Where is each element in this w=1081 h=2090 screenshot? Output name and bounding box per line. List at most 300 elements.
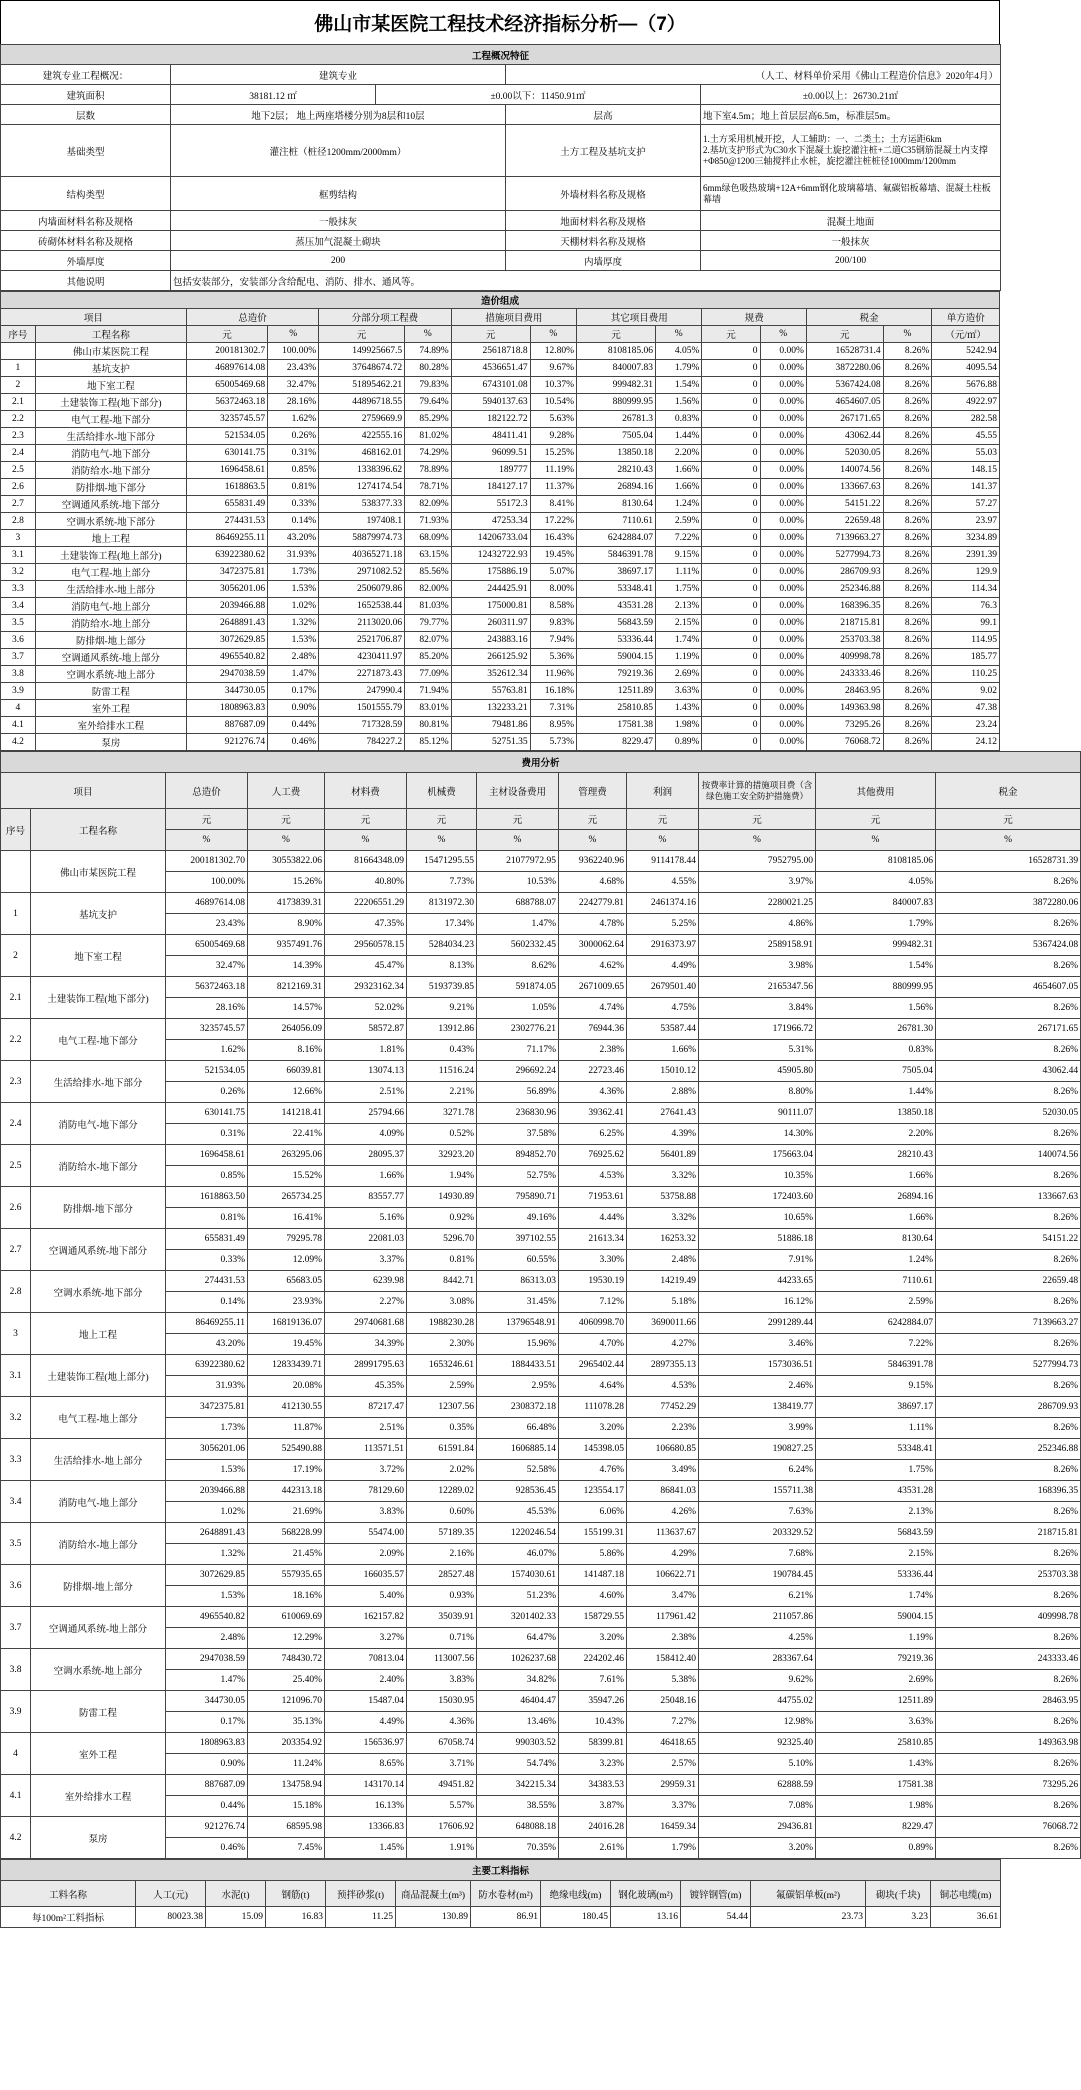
- cell-value: 1.53%: [268, 632, 319, 649]
- cell-value: 521534.05: [186, 428, 267, 445]
- cell-value: 263295.06: [248, 1145, 325, 1166]
- unit-header: %: [405, 326, 451, 343]
- cell-value: 7139663.27: [806, 530, 883, 547]
- unit-header: %: [559, 830, 627, 851]
- col-header: 项目: [1, 309, 187, 326]
- cell-value: 0: [702, 377, 760, 394]
- cell-percent: 1.53%: [166, 1586, 248, 1607]
- cell-value: 65683.05: [248, 1271, 325, 1292]
- col-header: 工料名称: [1, 1881, 136, 1907]
- row-name: 消防电气-地下部分: [31, 1103, 166, 1145]
- cell-percent: 8.26%: [936, 1418, 1081, 1439]
- cell-value: 85.20%: [405, 649, 451, 666]
- cell-percent: 5.38%: [627, 1670, 699, 1691]
- col-header: 规费: [702, 309, 807, 326]
- cell-percent: 3.84%: [699, 998, 816, 1019]
- table-row: [1, 496, 1000, 513]
- cell-value: 267171.65: [936, 1019, 1081, 1040]
- cell-value: 0.00%: [760, 734, 806, 751]
- cell-value: 2.69%: [656, 666, 702, 683]
- cell-value: 76925.62: [559, 1145, 627, 1166]
- cell-value: 78129.60: [325, 1481, 407, 1502]
- cell-value: 32.47%: [268, 377, 319, 394]
- cell-value: 12833439.71: [248, 1355, 325, 1376]
- cell-percent: 0.60%: [407, 1502, 477, 1523]
- unit-header: 元: [577, 326, 656, 343]
- cell-value: 0.00%: [760, 394, 806, 411]
- cell-value: 11.37%: [530, 479, 576, 496]
- cell-value: 40365271.18: [319, 547, 405, 564]
- cell-percent: 14.39%: [248, 956, 325, 977]
- ceiling-label: 天棚材料名称及规格: [506, 231, 701, 251]
- cell-percent: 8.26%: [936, 1838, 1081, 1859]
- table-row: [1, 1187, 1081, 1208]
- cell-percent: 4.53%: [627, 1376, 699, 1397]
- table-row: [1, 360, 1000, 377]
- extwall-label: 外墙厚度: [1, 251, 171, 271]
- cell-value: 63922380.62: [186, 547, 267, 564]
- row-number: 2.4: [1, 445, 36, 462]
- cell-value: 74.29%: [405, 445, 451, 462]
- cell-value: 8.26%: [883, 513, 932, 530]
- row-number: 4.2: [1, 1817, 31, 1859]
- cell-value: 224202.46: [559, 1649, 627, 1670]
- cell-percent: 51.23%: [477, 1586, 559, 1607]
- col-header: 项目: [1, 773, 166, 809]
- cell-percent: 2.51%: [325, 1418, 407, 1439]
- cell-value: 78.71%: [405, 479, 451, 496]
- cell-value: 0: [702, 428, 760, 445]
- cell-value: 73295.26: [806, 717, 883, 734]
- table-row: [1, 666, 1000, 683]
- cell-percent: 2.48%: [627, 1250, 699, 1271]
- cell-value: 10.37%: [530, 377, 576, 394]
- cell-value: 29323162.34: [325, 977, 407, 998]
- cell-value: 23.43%: [268, 360, 319, 377]
- cell-value: 156536.97: [325, 1733, 407, 1754]
- cell-value: 267171.65: [806, 411, 883, 428]
- cell-percent: 3.97%: [699, 872, 816, 893]
- cell-value: 928536.45: [477, 1481, 559, 1502]
- cell-value: 1.53%: [268, 581, 319, 598]
- cell-value: 25618718.8: [451, 343, 530, 360]
- cell-value: 55763.81: [451, 683, 530, 700]
- cell-percent: 34.39%: [325, 1334, 407, 1355]
- col-header: 材料费: [325, 773, 407, 809]
- cell-value: 0.83%: [656, 411, 702, 428]
- cell-value: 0.00%: [760, 666, 806, 683]
- cell-value: 79295.78: [248, 1229, 325, 1250]
- cell-value: 286709.93: [806, 564, 883, 581]
- table-row: [1, 547, 1000, 564]
- cell-percent: 1.53%: [166, 1460, 248, 1481]
- col-header: 税金: [936, 773, 1081, 809]
- cell-percent: 0.71%: [407, 1628, 477, 1649]
- cell-value: 17581.38: [577, 717, 656, 734]
- cell-value: 106680.85: [627, 1439, 699, 1460]
- cell-value: 2280021.25: [699, 893, 816, 914]
- cell-value: 99.1: [932, 615, 1000, 632]
- cell-percent: 4.49%: [627, 956, 699, 977]
- cell-percent: 52.02%: [325, 998, 407, 1019]
- cell-value: 0.00%: [760, 598, 806, 615]
- cell-value: 51886.18: [699, 1229, 816, 1250]
- cell-value: 1.02%: [268, 598, 319, 615]
- cell-value: 0: [702, 717, 760, 734]
- cell-value: 0.14%: [268, 513, 319, 530]
- cell-percent: 21.69%: [248, 1502, 325, 1523]
- cell-percent: 7.12%: [559, 1292, 627, 1313]
- cell-value: 24016.28: [559, 1817, 627, 1838]
- table-row: [1, 411, 1000, 428]
- cell-value: 2.59%: [656, 513, 702, 530]
- col-header: 总造价: [186, 309, 318, 326]
- cell-percent: 4.09%: [325, 1124, 407, 1145]
- cell-value: 2.48%: [268, 649, 319, 666]
- cell-value: 23.97: [932, 513, 1000, 530]
- cell-value: 3872280.06: [806, 360, 883, 377]
- row-name: 消防电气-地上部分: [35, 598, 186, 615]
- row-name: 消防给水-地上部分: [31, 1523, 166, 1565]
- col-header: 按费率计算的措施项目费（含绿色施工安全防护措施费）: [699, 773, 816, 809]
- cell-value: 28.16%: [268, 394, 319, 411]
- cell-percent: 3.23%: [559, 1754, 627, 1775]
- cell-percent: 1.19%: [816, 1628, 936, 1649]
- cell-percent: 1.62%: [166, 1040, 248, 1061]
- cell-value: 0: [702, 615, 760, 632]
- cell-value: 22206551.29: [325, 893, 407, 914]
- cell-value: 17581.38: [816, 1775, 936, 1796]
- cell-percent: 6.06%: [559, 1502, 627, 1523]
- cell-percent: 3.99%: [699, 1418, 816, 1439]
- cell-value: 14219.49: [627, 1271, 699, 1292]
- table-row: [1, 564, 1000, 581]
- cell-percent: 8.26%: [936, 1166, 1081, 1187]
- cell-value: 5676.88: [932, 377, 1000, 394]
- row-number: 3: [1, 1313, 31, 1355]
- table-row: [1, 700, 1000, 717]
- cell-value: 22659.48: [806, 513, 883, 530]
- cell-value: 190827.25: [699, 1439, 816, 1460]
- cell-value: 3234.89: [932, 530, 1000, 547]
- cell-value: 274431.53: [186, 513, 267, 530]
- cell-value: 4965540.82: [166, 1607, 248, 1628]
- cell-value: 1.11%: [656, 564, 702, 581]
- cell-value: 19.45%: [530, 547, 576, 564]
- cell-percent: 3.83%: [325, 1502, 407, 1523]
- cell-value: 56843.59: [816, 1523, 936, 1544]
- cell-value: 184127.17: [451, 479, 530, 496]
- cell-value: 7952795.00: [699, 851, 816, 872]
- overview-table: [0, 44, 1001, 291]
- row-name: 电气工程-地上部分: [35, 564, 186, 581]
- row-number: 3.9: [1, 1691, 31, 1733]
- cell-percent: 10.65%: [699, 1208, 816, 1229]
- cell-value: 31.93%: [268, 547, 319, 564]
- cell-value: 0: [702, 649, 760, 666]
- cell-percent: 2.95%: [477, 1376, 559, 1397]
- cell-value: 7505.04: [577, 428, 656, 445]
- row-name: 电气工程-地下部分: [35, 411, 186, 428]
- cell-percent: 8.26%: [936, 872, 1081, 893]
- cell-value: 5296.70: [407, 1229, 477, 1250]
- cell-value: 28095.37: [325, 1145, 407, 1166]
- cell-value: 14930.89: [407, 1187, 477, 1208]
- unit-header: 元: [248, 809, 325, 830]
- cell-value: 8.26%: [883, 530, 932, 547]
- cell-value: 57.27: [932, 496, 1000, 513]
- cell-value: 0.00%: [760, 343, 806, 360]
- unit-header: %: [477, 830, 559, 851]
- cell-value: 3690011.66: [627, 1313, 699, 1334]
- cell-value: 2648891.43: [166, 1523, 248, 1544]
- cell-value: 8.41%: [530, 496, 576, 513]
- cell-value: 0: [702, 598, 760, 615]
- cell-value: 2916373.97: [627, 935, 699, 956]
- cell-percent: 2.48%: [166, 1628, 248, 1649]
- row-name: 生活给排水-地下部分: [35, 428, 186, 445]
- table-row: [1, 581, 1000, 598]
- cell-value: 14206733.04: [451, 530, 530, 547]
- cell-value: 8.26%: [883, 615, 932, 632]
- cell-value: 3235745.57: [186, 411, 267, 428]
- cell-value: 11516.24: [407, 1061, 477, 1082]
- cell-value: 43531.28: [577, 598, 656, 615]
- cell-value: 2648891.43: [186, 615, 267, 632]
- cell-value: 5277994.73: [806, 547, 883, 564]
- cell-value: 3235745.57: [166, 1019, 248, 1040]
- cell-value: 62888.59: [699, 1775, 816, 1796]
- row-name: 佛山市某医院工程: [35, 343, 186, 360]
- cell-value: 4230411.97: [319, 649, 405, 666]
- cell-value: 4922.97: [932, 394, 1000, 411]
- row-name: 空调水系统-地上部分: [31, 1649, 166, 1691]
- cell-value: 56843.59: [577, 615, 656, 632]
- cell-value: 887687.09: [186, 717, 267, 734]
- cell-value: 344730.05: [186, 683, 267, 700]
- col-header: 商品混凝土(m³): [396, 1881, 471, 1907]
- cell-value: 35039.91: [407, 1607, 477, 1628]
- cell-value: 86841.03: [627, 1481, 699, 1502]
- table-row: [1, 1523, 1081, 1544]
- cell-value: 29436.81: [699, 1817, 816, 1838]
- cell-value: 96099.51: [451, 445, 530, 462]
- row-name: 电气工程-地上部分: [31, 1397, 166, 1439]
- cell-value: 63922380.62: [166, 1355, 248, 1376]
- price-basis: （人工、材料单价采用《佛山工程造价信息》2020年4月）: [506, 65, 1001, 85]
- cell-percent: 4.39%: [627, 1124, 699, 1145]
- cell-value: 175663.04: [699, 1145, 816, 1166]
- row-number: 2.5: [1, 1145, 31, 1187]
- specialty-value: 建筑专业: [171, 65, 506, 85]
- col-header: 铜芯电缆(m): [931, 1881, 1001, 1907]
- cell-value: 52030.05: [936, 1103, 1081, 1124]
- cell-value: 52751.35: [451, 734, 530, 751]
- cell-value: 32923.20: [407, 1145, 477, 1166]
- cell-value: 49451.82: [407, 1775, 477, 1796]
- cell-value: 8.26%: [883, 717, 932, 734]
- unit-header: 元: [166, 809, 248, 830]
- cell-value: 12511.89: [816, 1691, 936, 1712]
- cell-value: 253703.38: [806, 632, 883, 649]
- row-number: 4: [1, 700, 36, 717]
- cell-value: 70813.04: [325, 1649, 407, 1670]
- cell-percent: 28.16%: [166, 998, 248, 1019]
- cell-value: 79219.36: [577, 666, 656, 683]
- cell-percent: 1.79%: [627, 1838, 699, 1859]
- cell-value: 158729.55: [559, 1607, 627, 1628]
- cell-value: 45905.80: [699, 1061, 816, 1082]
- row-name: 基坑支护: [31, 893, 166, 935]
- cell-value: 53587.44: [627, 1019, 699, 1040]
- cell-value: 13850.18: [577, 445, 656, 462]
- cell-value: 2308372.18: [477, 1397, 559, 1418]
- cell-percent: 15.96%: [477, 1334, 559, 1355]
- cell-value: 1618863.50: [166, 1187, 248, 1208]
- cell-percent: 1.54%: [816, 956, 936, 977]
- cell-value: 15.25%: [530, 445, 576, 462]
- cell-percent: 0.46%: [166, 1838, 248, 1859]
- cell-percent: 6.25%: [559, 1124, 627, 1145]
- cell-percent: 1.47%: [477, 914, 559, 935]
- row-name: 防排烟-地上部分: [31, 1565, 166, 1607]
- cell-value: 7.22%: [656, 530, 702, 547]
- row-name: 防排烟-地下部分: [35, 479, 186, 496]
- cell-value: 8.00%: [530, 581, 576, 598]
- cell-percent: 18.16%: [248, 1586, 325, 1607]
- cell-percent: 1.11%: [816, 1418, 936, 1439]
- cell-value: 1574030.61: [477, 1565, 559, 1586]
- row-name: 佛山市某医院工程: [31, 851, 166, 893]
- row-number: 3.6: [1, 632, 36, 649]
- row-number: 2.4: [1, 1103, 31, 1145]
- cell-value: 81.03%: [405, 598, 451, 615]
- cell-value: 7110.61: [577, 513, 656, 530]
- cell-value: 47253.34: [451, 513, 530, 530]
- row-number: [1, 851, 31, 893]
- area-above: ±0.00以上：26730.21㎡: [701, 85, 1001, 105]
- cell-value: 887687.09: [166, 1775, 248, 1796]
- cell-percent: 1.66%: [325, 1166, 407, 1187]
- cell-value: 43062.44: [936, 1061, 1081, 1082]
- floor-label: 地面材料名称及规格: [506, 211, 701, 231]
- cell-value: 4173839.31: [248, 893, 325, 914]
- cell-percent: 8.26%: [936, 1334, 1081, 1355]
- row-number: 3.7: [1, 1607, 31, 1649]
- cell-percent: 8.26%: [936, 998, 1081, 1019]
- cell-value: 5367424.08: [806, 377, 883, 394]
- cell-value: 538377.33: [319, 496, 405, 513]
- cell-percent: 3.47%: [627, 1586, 699, 1607]
- cell-value: 0: [702, 700, 760, 717]
- row-name: 防排烟-地上部分: [35, 632, 186, 649]
- cell-value: 8.26%: [883, 377, 932, 394]
- row-name: 空调水系统-地上部分: [35, 666, 186, 683]
- cell-percent: 2.40%: [325, 1670, 407, 1691]
- cell-value: 591874.05: [477, 977, 559, 998]
- row-number: 3.8: [1, 1649, 31, 1691]
- cell-value: 130.89: [396, 1907, 471, 1928]
- cell-percent: 3.46%: [699, 1334, 816, 1355]
- cell-percent: 5.31%: [699, 1040, 816, 1061]
- cell-value: 630141.75: [166, 1103, 248, 1124]
- cost-table: [0, 291, 1000, 751]
- cell-value: 2.20%: [656, 445, 702, 462]
- cell-value: 2039466.88: [166, 1481, 248, 1502]
- cell-percent: 0.43%: [407, 1040, 477, 1061]
- cell-value: 8.26%: [883, 360, 932, 377]
- row-number: 1: [1, 360, 36, 377]
- col-header: 单方造价: [932, 309, 1000, 326]
- cell-value: 28463.95: [936, 1691, 1081, 1712]
- cell-value: 5846391.78: [577, 547, 656, 564]
- cell-percent: 19.45%: [248, 1334, 325, 1355]
- row-number: 3.1: [1, 1355, 31, 1397]
- unit-header: 元: [699, 809, 816, 830]
- cell-percent: 6.21%: [699, 1586, 816, 1607]
- cell-value: 29959.31: [627, 1775, 699, 1796]
- cell-value: 111078.28: [559, 1397, 627, 1418]
- cell-value: 15.09: [206, 1907, 266, 1928]
- table-row: [1, 1691, 1081, 1712]
- cell-value: 0: [702, 343, 760, 360]
- cell-value: 44755.02: [699, 1691, 816, 1712]
- cell-value: 4095.54: [932, 360, 1000, 377]
- cell-value: 110.25: [932, 666, 1000, 683]
- cell-value: 65005469.68: [166, 935, 248, 956]
- cell-value: 80.81%: [405, 717, 451, 734]
- row-number: 2: [1, 935, 31, 977]
- cell-percent: 8.26%: [936, 1670, 1081, 1691]
- cell-value: 34383.53: [559, 1775, 627, 1796]
- unit-header: 元: [816, 809, 936, 830]
- cell-value: 22081.03: [325, 1229, 407, 1250]
- cell-value: 0.89%: [656, 734, 702, 751]
- cell-value: 3472375.81: [166, 1397, 248, 1418]
- cell-value: 155711.38: [699, 1481, 816, 1502]
- cell-value: 53348.41: [816, 1439, 936, 1460]
- cell-value: 56372463.18: [166, 977, 248, 998]
- cell-value: 28527.48: [407, 1565, 477, 1586]
- cell-percent: 32.47%: [166, 956, 248, 977]
- cell-value: 26894.16: [816, 1187, 936, 1208]
- cell-percent: 7.63%: [699, 1502, 816, 1523]
- cell-value: 0: [702, 547, 760, 564]
- cell-value: 1.75%: [656, 581, 702, 598]
- table-row: [1, 893, 1081, 914]
- cell-percent: 1.32%: [166, 1544, 248, 1565]
- cell-percent: 49.16%: [477, 1208, 559, 1229]
- cell-percent: 2.88%: [627, 1082, 699, 1103]
- cell-percent: 2.59%: [407, 1376, 477, 1397]
- cell-percent: 1.73%: [166, 1418, 248, 1439]
- cell-value: 568228.99: [248, 1523, 325, 1544]
- cell-value: 117961.42: [627, 1607, 699, 1628]
- row-name: 土建装饰工程(地下部分): [35, 394, 186, 411]
- cell-percent: 3.27%: [325, 1628, 407, 1649]
- col-header: 工程名称: [31, 809, 166, 851]
- cell-value: 3056201.06: [166, 1439, 248, 1460]
- cell-value: 28463.95: [806, 683, 883, 700]
- cell-value: 141.37: [932, 479, 1000, 496]
- cell-percent: 4.78%: [559, 914, 627, 935]
- height-value: 地下室4.5m；地上首层层高6.5m，标准层5m。: [701, 105, 1001, 125]
- cell-value: 352612.34: [451, 666, 530, 683]
- cell-value: 85.12%: [405, 734, 451, 751]
- cell-percent: 4.29%: [627, 1544, 699, 1565]
- cell-percent: 9.15%: [816, 1376, 936, 1397]
- cell-percent: 43.20%: [166, 1334, 248, 1355]
